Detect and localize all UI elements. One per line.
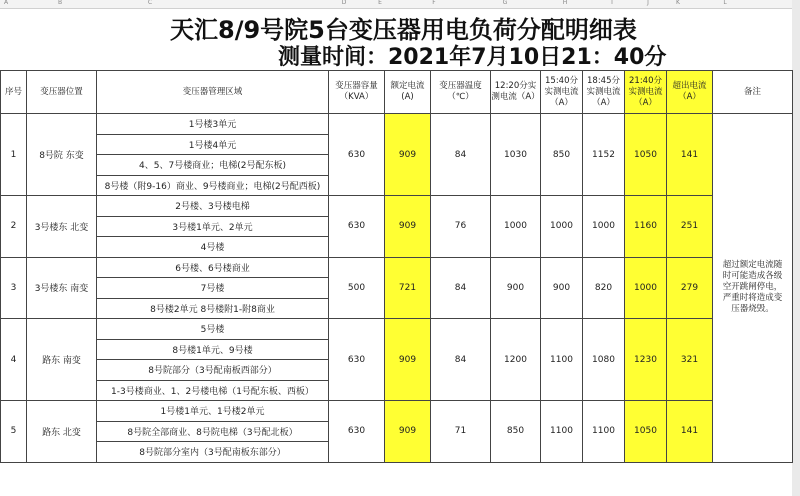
header-measure-1220: 12:20分实测电流（A） — [491, 71, 541, 114]
header-over-current: 超出电流（A） — [667, 71, 713, 114]
cell-seq: 3 — [1, 257, 27, 319]
cell-location: 8号院 东变 — [27, 114, 97, 196]
cell-area: 1号楼3单元 — [97, 114, 329, 135]
header-measure-1540: 15:40分实测电流（A） — [541, 71, 583, 114]
sheet-column-letter[interactable]: A — [3, 0, 9, 6]
header-location: 变压器位置 — [27, 71, 97, 114]
cell-measure-1540: 1000 — [541, 196, 583, 258]
cell-area: 4、5、7号楼商业；电梯(2号配东板) — [97, 155, 329, 176]
sheet-column-letter[interactable]: H — [562, 0, 568, 6]
table-title: 天汇8/9号院5台变压器用电负荷分配明细表 — [170, 16, 637, 44]
cell-measure-2140: 1230 — [625, 319, 667, 401]
header-measure-2140: 21:40分实测电流（A） — [625, 71, 667, 114]
cell-over-current: 141 — [667, 401, 713, 463]
cell-capacity: 630 — [329, 196, 385, 258]
cell-location: 3号楼东 南变 — [27, 257, 97, 319]
header-capacity: 变压器容量（KVA） — [329, 71, 385, 114]
cell-capacity: 630 — [329, 319, 385, 401]
cell-measure-1220: 1030 — [491, 114, 541, 196]
cell-measure-1220: 850 — [491, 401, 541, 463]
header-area: 变压器管理区域 — [97, 71, 329, 114]
cell-rated-current: 721 — [385, 257, 431, 319]
cell-area: 8号楼1单元、9号楼 — [97, 339, 329, 360]
cell-area: 1号楼1单元、1号楼2单元 — [97, 401, 329, 422]
cell-capacity: 630 — [329, 114, 385, 196]
cell-area: 2号楼、3号楼电梯 — [97, 196, 329, 217]
table-row — [1, 196, 793, 217]
cell-seq: 5 — [1, 401, 27, 463]
cell-measure-1220: 1200 — [491, 319, 541, 401]
cell-rated-current: 909 — [385, 401, 431, 463]
cell-area: 3号楼1单元、2单元 — [97, 216, 329, 237]
header-rated-current: 额定电流(A) — [385, 71, 431, 114]
table-row — [1, 319, 793, 340]
measurement-time: 测量时间：2021年7月10日21：40分 — [278, 45, 667, 70]
cell-rated-current: 909 — [385, 319, 431, 401]
cell-measure-1540: 1100 — [541, 401, 583, 463]
cell-measure-2140: 1050 — [625, 114, 667, 196]
cell-seq: 2 — [1, 196, 27, 258]
header-temperature: 变压器温度（℃） — [431, 71, 491, 114]
cell-measure-2140: 1000 — [625, 257, 667, 319]
cell-temperature: 84 — [431, 257, 491, 319]
cell-over-current: 251 — [667, 196, 713, 258]
sheet-column-letter[interactable]: B — [57, 0, 63, 6]
sheet-column-letter[interactable]: F — [432, 0, 436, 6]
cell-area: 1-3号楼商业、1、2号楼电梯（1号配东板、西板） — [97, 380, 329, 401]
cell-measure-1220: 1000 — [491, 196, 541, 258]
sheet-column-letter[interactable]: C — [147, 0, 153, 6]
cell-area: 8号院部分（3号配南板西部分） — [97, 360, 329, 381]
cell-rated-current: 909 — [385, 114, 431, 196]
sheet-column-letter[interactable]: G — [502, 0, 508, 6]
cell-seq: 4 — [1, 319, 27, 401]
table-row — [1, 401, 793, 422]
cell-over-current: 279 — [667, 257, 713, 319]
cell-area: 4号楼 — [97, 237, 329, 258]
cell-location: 路东 南变 — [27, 319, 97, 401]
cell-measure-1845: 1000 — [583, 196, 625, 258]
cell-temperature: 76 — [431, 196, 491, 258]
cell-over-current: 141 — [667, 114, 713, 196]
cell-measure-1220: 900 — [491, 257, 541, 319]
cell-area: 1号楼4单元 — [97, 134, 329, 155]
cell-measure-1845: 1080 — [583, 319, 625, 401]
cell-area: 8号院全部商业、8号院电梯（3号配北板） — [97, 421, 329, 442]
sheet-column-letter[interactable]: E — [378, 0, 382, 6]
cell-over-current: 321 — [667, 319, 713, 401]
cell-location: 路东 北变 — [27, 401, 97, 463]
header-row — [1, 71, 793, 114]
cell-temperature: 84 — [431, 114, 491, 196]
cell-measure-1540: 1100 — [541, 319, 583, 401]
table-row — [1, 257, 793, 278]
cell-seq: 1 — [1, 114, 27, 196]
cell-measure-1540: 900 — [541, 257, 583, 319]
header-measure-1845: 18:45分实测电流（A） — [583, 71, 625, 114]
header-remark: 备注 — [713, 71, 793, 114]
cell-temperature: 84 — [431, 319, 491, 401]
table-row — [1, 114, 793, 135]
cell-measure-1845: 1100 — [583, 401, 625, 463]
cell-temperature: 71 — [431, 401, 491, 463]
window-edge — [792, 0, 800, 496]
sheet-column-letter[interactable]: D — [341, 0, 347, 6]
cell-capacity: 630 — [329, 401, 385, 463]
load-distribution-table — [0, 70, 793, 463]
cell-remark: 超过额定电流随时可能造成各级空开跳闸停电，严重时将造成变压器烧毁。 — [713, 114, 793, 463]
cell-capacity: 500 — [329, 257, 385, 319]
cell-measure-2140: 1160 — [625, 196, 667, 258]
sheet-column-letter[interactable]: L — [723, 0, 727, 6]
cell-measure-1845: 820 — [583, 257, 625, 319]
sheet-column-letter[interactable]: I — [611, 0, 613, 6]
cell-measure-2140: 1050 — [625, 401, 667, 463]
cell-area: 6号楼、6号楼商业 — [97, 257, 329, 278]
cell-measure-1845: 1152 — [583, 114, 625, 196]
sheet-column-letter[interactable]: J — [647, 0, 649, 6]
cell-area: 5号楼 — [97, 319, 329, 340]
cell-area: 8号院部分室内（3号配南板东部分） — [97, 442, 329, 463]
header-seq: 序号 — [1, 71, 27, 114]
cell-area: 8号楼2单元 8号楼附1-附8商业 — [97, 298, 329, 319]
sheet-column-header-bar — [0, 0, 800, 9]
cell-location: 3号楼东 北变 — [27, 196, 97, 258]
sheet-column-letter[interactable]: K — [676, 0, 680, 6]
cell-area: 7号楼 — [97, 278, 329, 299]
cell-rated-current: 909 — [385, 196, 431, 258]
cell-area: 8号楼（附9-16）商业、9号楼商业；电梯(2号配西板) — [97, 175, 329, 196]
cell-measure-1540: 850 — [541, 114, 583, 196]
